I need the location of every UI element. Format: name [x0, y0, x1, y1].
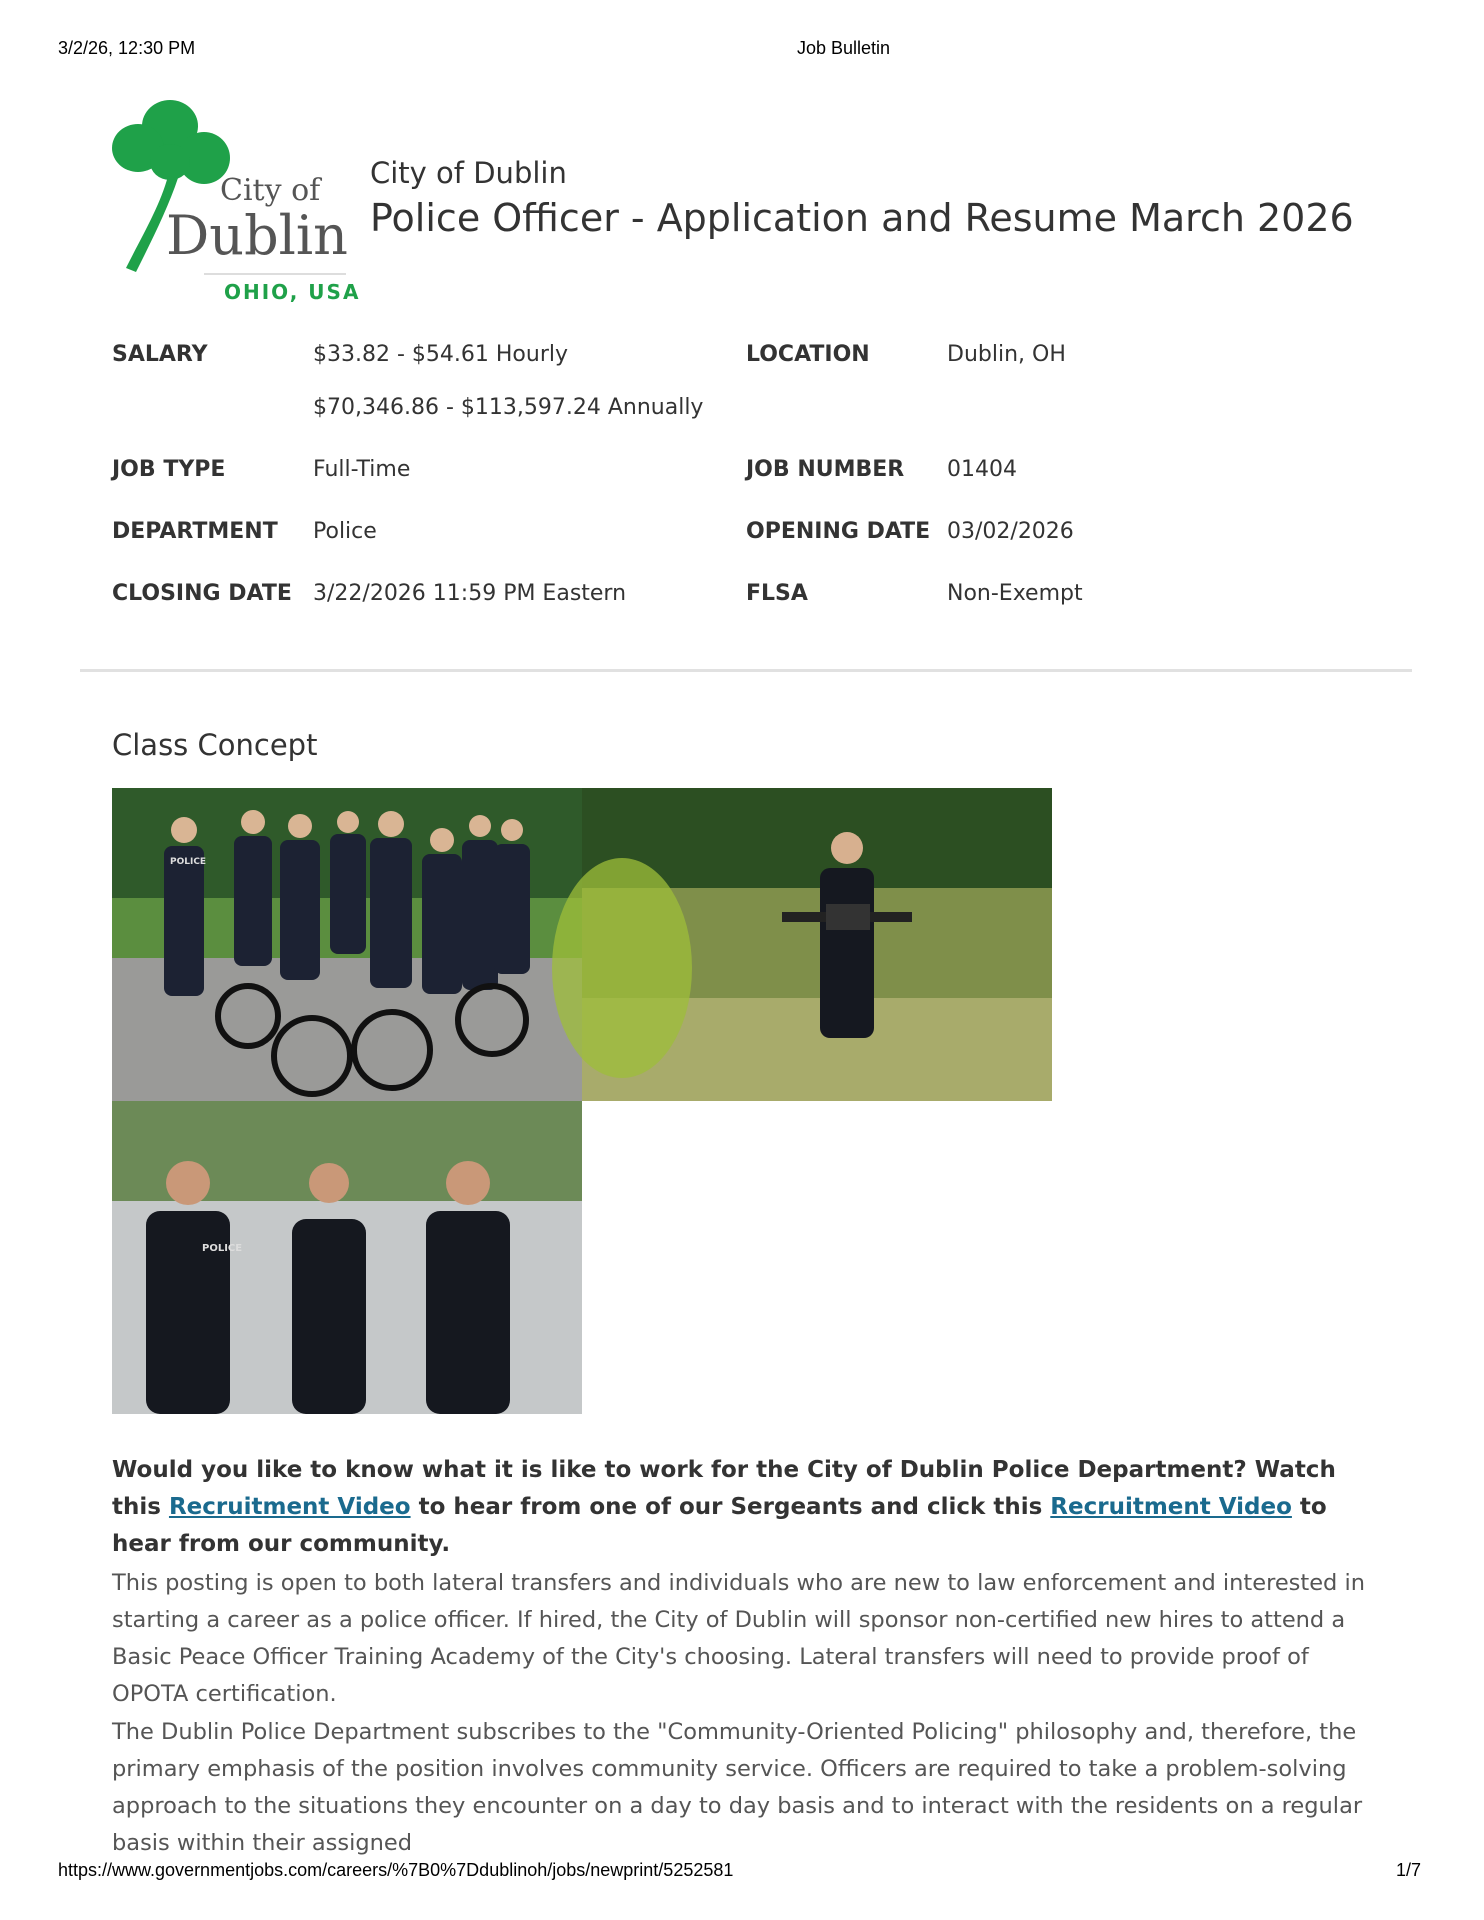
print-page-number: 1/7 — [1396, 1860, 1422, 1880]
logo-line2: Dublin — [166, 204, 348, 267]
salary-annual: $70,346.86 - $113,597.24 Annually — [313, 395, 704, 420]
photo-officer-drone — [582, 788, 1052, 1101]
shamrock-icon — [108, 96, 361, 306]
photo-officers-bikes — [112, 788, 582, 1101]
photo3-badge: POLICE — [202, 1243, 243, 1254]
salary-hourly: $33.82 - $54.61 Hourly — [313, 342, 568, 367]
logo-line3: OHIO, USA — [224, 280, 361, 304]
logo-line1: City of — [220, 173, 321, 208]
org-name: City of Dublin — [370, 156, 567, 190]
location-label: LOCATION — [746, 342, 870, 367]
salary-label: SALARY — [112, 342, 208, 367]
paragraph-community-policing: The Dublin Police Department subscribes to the "Community-Oriented Policing" philosophy and, therefore, the primary emphasis of the position involves community service. Officers are required to take a problem-solving approach to the situations they encounter on a day to day basis and to interact with the residents on a regular basis within their assigned — [112, 1719, 1363, 1856]
closing-date-label: CLOSING DATE — [112, 581, 292, 606]
print-page-title: Job Bulletin — [797, 38, 891, 58]
section-divider — [80, 669, 1412, 672]
job-type-label: JOB TYPE — [112, 457, 226, 482]
recruitment-video-link-1[interactable]: Recruitment Video — [168, 1494, 411, 1520]
paragraph-lateral-transfers: This posting is open to both lateral transfers and individuals who are new to law enforcement and interested in starting a career as a police officer. If hired, the City of Dublin will sponsor non-certified new hires to attend a Basic Peace Officer Training Academy of the City's choosing. Lateral transfers will need to provide proof of OPOTA certification. — [112, 1570, 1366, 1707]
job-type-value: Full-Time — [313, 457, 411, 482]
print-datetime: 3/2/26, 12:30 PM — [58, 38, 196, 58]
recruitment-intro — [112, 1452, 1362, 1563]
photo1-badge: POLICE — [170, 857, 207, 867]
location-value: Dublin, OH — [947, 342, 1066, 367]
section-title: Class Concept — [112, 728, 318, 762]
city-of-dublin-logo — [108, 96, 361, 306]
intro-text-1: Would you like to know what it is like to work for the City of Dublin Police Department? Watch this — [112, 1457, 1336, 1520]
job-title: Police Officer - Application and Resume March 2026 — [370, 196, 1354, 240]
recruitment-video-link-2[interactable]: Recruitment Video — [1050, 1494, 1292, 1520]
opening-date-value: 03/02/2026 — [947, 519, 1074, 544]
flsa-label: FLSA — [746, 581, 808, 606]
intro-text-2: to hear from one of our Sergeants and click this — [410, 1494, 1051, 1520]
job-number-label: JOB NUMBER — [746, 457, 905, 482]
job-number-value: 01404 — [947, 457, 1017, 482]
photo-three-officers — [112, 1101, 582, 1414]
intro-text-3: to hear from our community. — [112, 1494, 1327, 1557]
opening-date-label: OPENING DATE — [746, 519, 931, 544]
flsa-value: Non-Exempt — [947, 581, 1083, 606]
print-url: https://www.governmentjobs.com/careers/%7B0%7Ddublinoh/jobs/newprint/5252581 — [58, 1860, 734, 1880]
closing-date-value: 3/22/2026 11:59 PM Eastern — [313, 581, 627, 606]
department-value: Police — [313, 519, 377, 544]
department-label: DEPARTMENT — [112, 519, 278, 544]
